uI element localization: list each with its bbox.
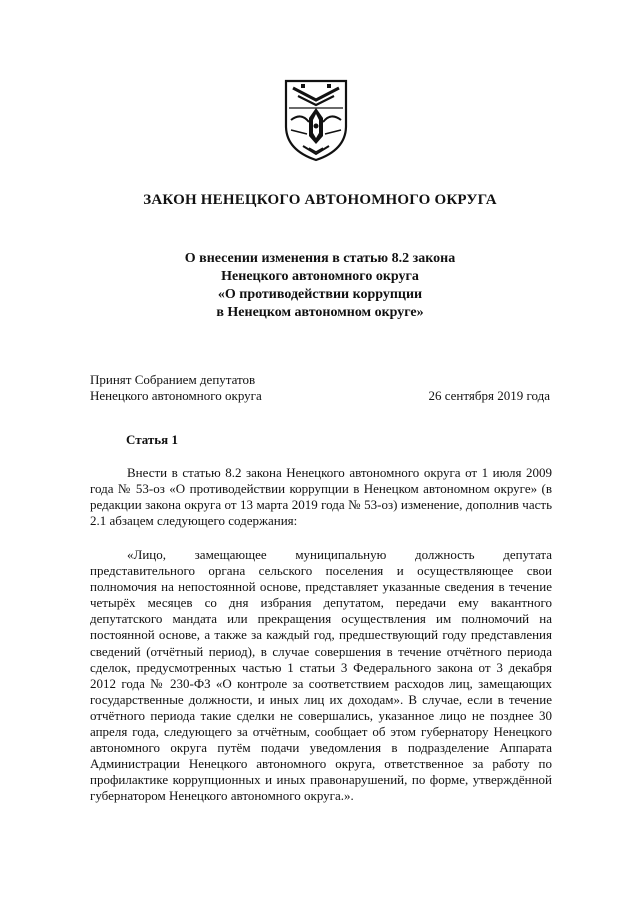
law-subject (0, 250, 640, 322)
subject-line: Ненецкого автономного округа (221, 269, 419, 284)
article-paragraph-quote: «Лицо, замещающее муниципальную должность депутата представительного органа сельского поселения и осуществляющее свои полномочия на непостоянной основе, представляет указанные сведения в течение четырёх месяцев со дня избрания депутатом, передачи ему вакантного депутатского мандата или прекращения осуществления им полномочий на постоянной основе, а также за каждый год, предшествующий году представления сведений (отчётный период), в случае совершения в течение отчётного периода сделок, предусмотренных частью 1 статьи 3 Федерального закона от 3 декабря 2012 года № 230-ФЗ «О контроле за соответствием расходов лиц, замещающих государственные должности, и иных лиц их доходам». В случае, если в течение отчётного периода такие сделки не совершались, указанное лицо не позднее 30 апреля года, следующего за отчётным, сообщает об этом губернатору Ненецкого автономного округа путём подачи уведомления в подразделение Аппарата Администрации Ненецкого автономного округа, ответственное за работу по профилактике коррупционных и иных правонарушений, по форме, утверждённой губернатором Ненецкого автономного округа.». (90, 547, 552, 804)
article-heading: Статья 1 (126, 432, 178, 447)
article-paragraph: Внести в статью 8.2 закона Ненецкого автономного округа от 1 июля 2009 года № 53-оз «О противодействии коррупции в Ненецком автономном округе» (в редакции закона округа от 13 марта 2019 года № 53-оз) изменение, дополнив часть 2.1 абзацем следующего содержания: (90, 465, 552, 529)
subject-line: «О противодействии коррупции (217, 287, 423, 302)
subject-line: в Ненецком автономном округе» (216, 305, 424, 320)
coat-of-arms-icon (283, 78, 349, 162)
adoption-date: 26 сентября 2019 года (428, 388, 550, 403)
adoption-authority (90, 372, 262, 404)
law-title: ЗАКОН НЕНЕЦКОГО АВТОНОМНОГО ОКРУГА (143, 192, 497, 208)
subject-line: О внесении изменения в статью 8.2 закона (184, 251, 456, 266)
adoption-line: Ненецкого автономного округа (90, 388, 262, 403)
adoption-line: Принят Собранием депутатов (90, 372, 256, 387)
